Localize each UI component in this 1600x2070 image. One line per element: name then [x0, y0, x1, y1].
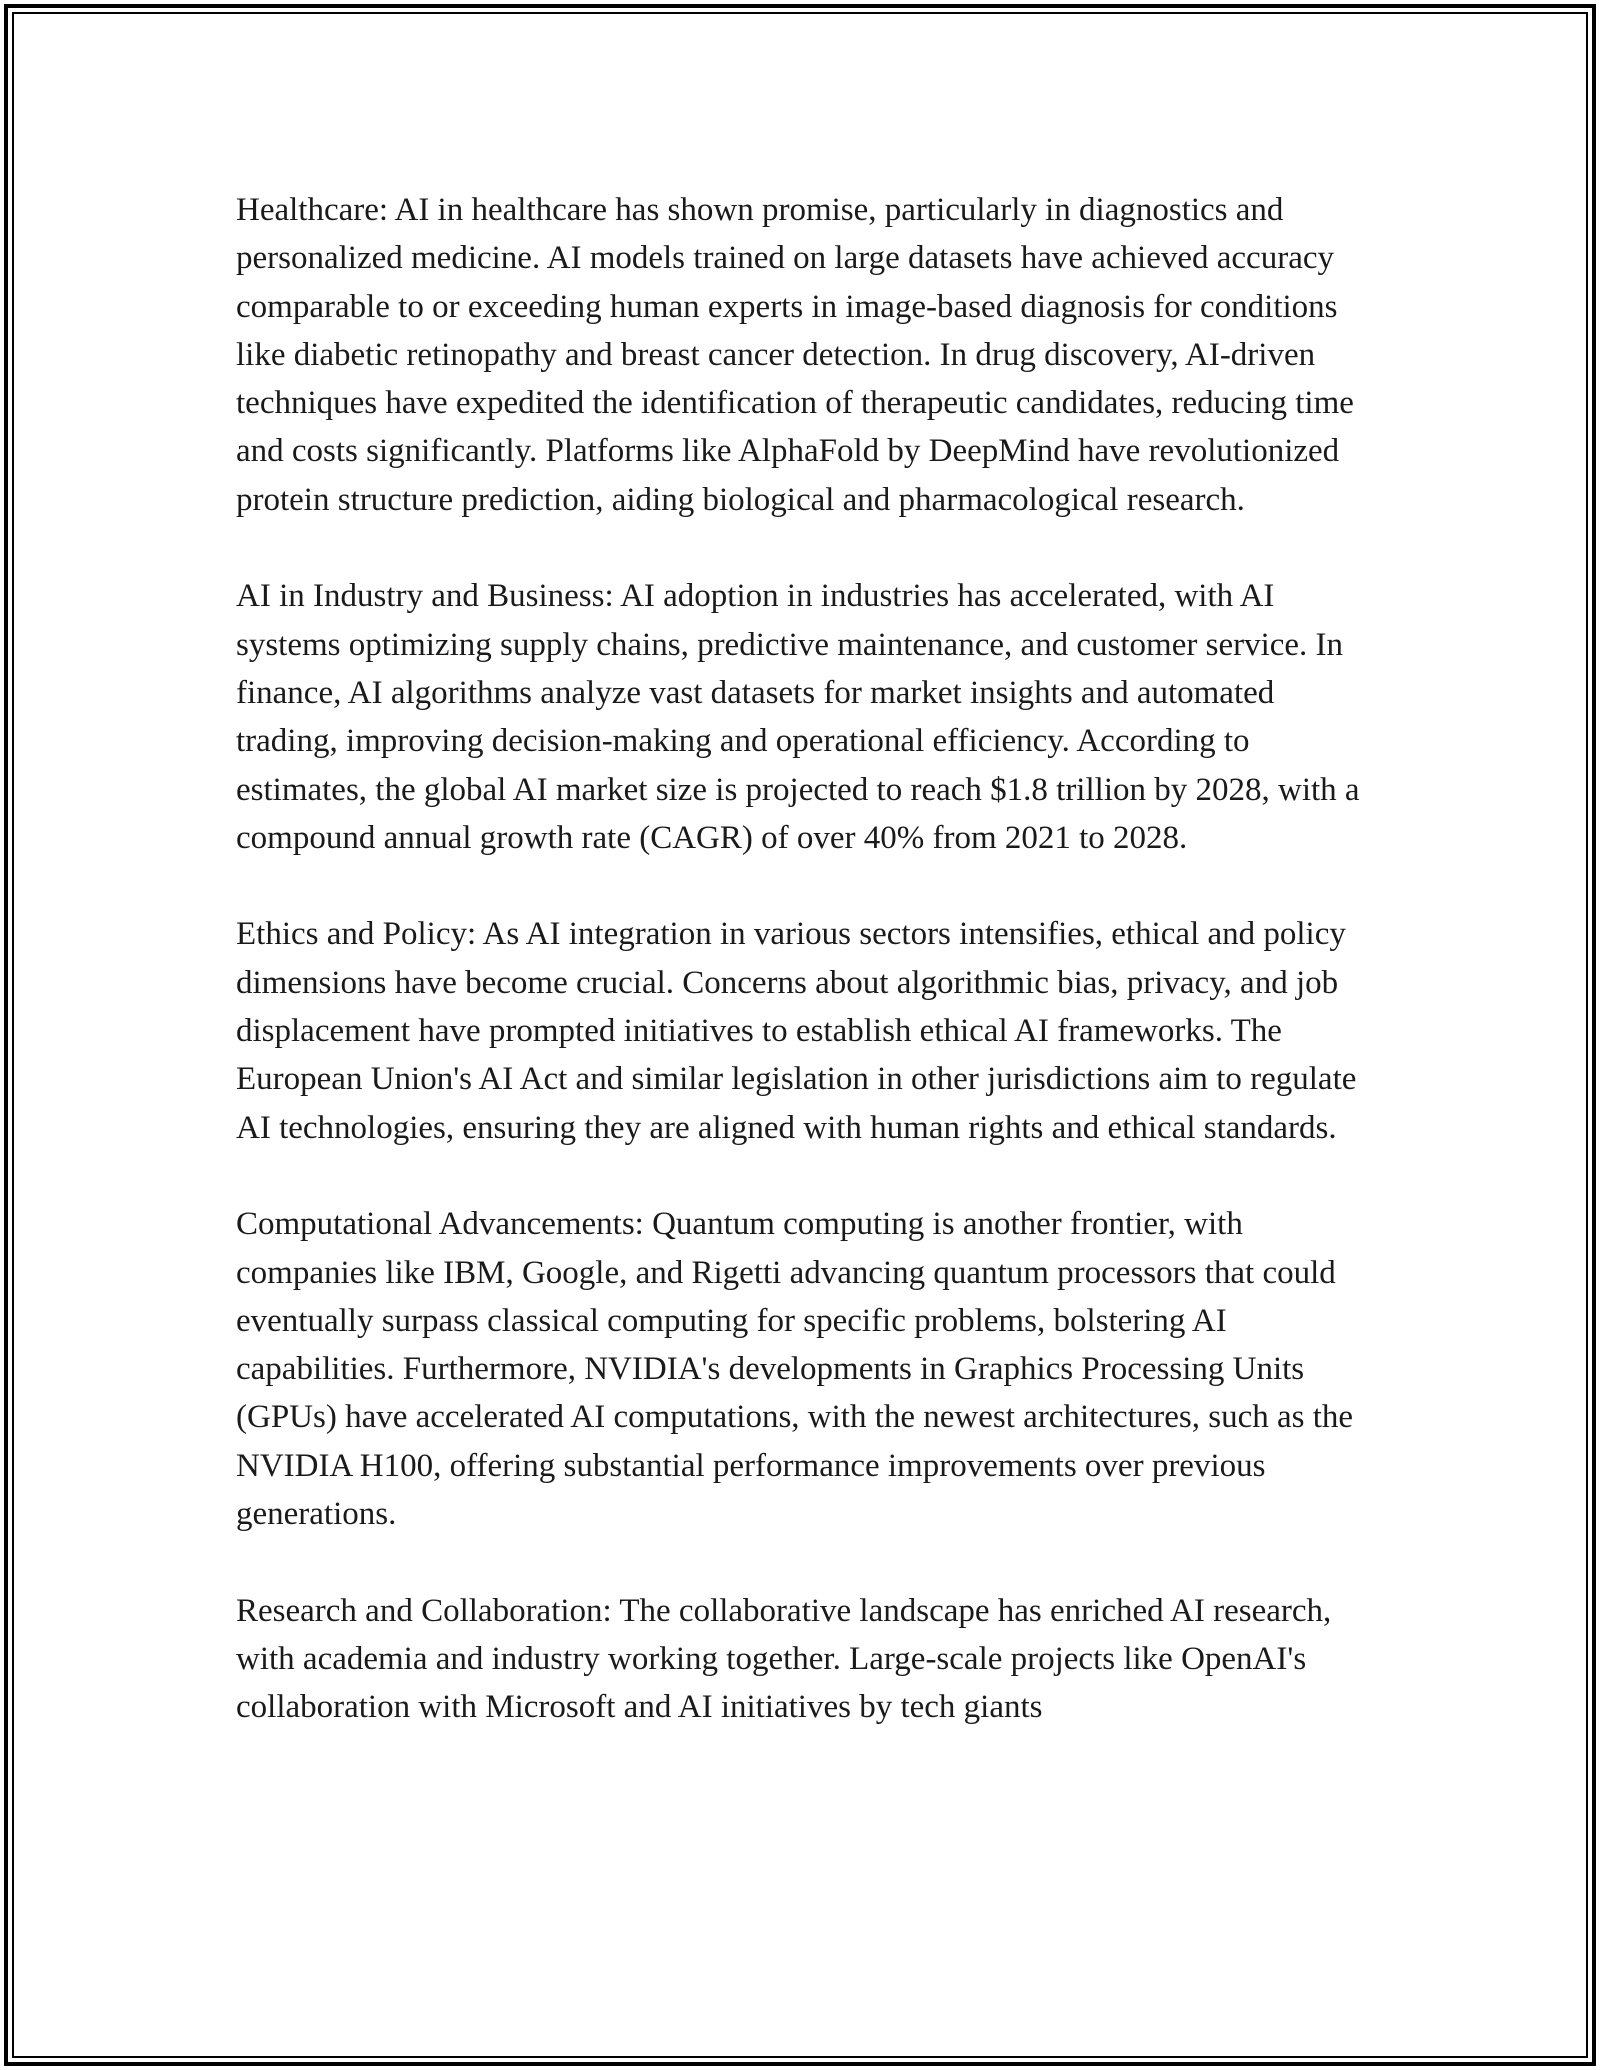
paragraph-industry-business: AI in Industry and Business: AI adoption in industries has accelerated, with AI systems optimizing supply chains, predictive maintenance, and customer service. In finance, AI algorithms analyze vast datasets for market insights and automated trading, improving decision-making and operational efficiency. According to estimates, the global AI market size is projected to reach $1.8 trillion by 2028, with a compound annual growth rate (CAGR) of over 40% from 2021 to 2028.	[236, 578, 1360, 856]
paragraph-healthcare: Healthcare: AI in healthcare has shown promise, particularly in diagnostics and personalized medicine. AI models trained on large datasets have achieved accuracy comparable to or exceeding human experts in image-based diagnosis for conditions like diabetic retinopathy and breast cancer detection. In drug discovery, AI-driven techniques have expedited the identification of therapeutic candidates, reducing time and costs significantly. Platforms like AlphaFold by DeepMind have revolutionized protein structure prediction, aiding biological and pharmacological research.	[236, 192, 1354, 518]
document-body	[236, 186, 1376, 1780]
paragraph-research-collaboration: Research and Collaboration: The collaborative landscape has enriched AI research, with academia and industry working together. Large-scale projects like OpenAI's collaboration with Microsoft and AI initiatives by tech giants	[236, 1592, 1332, 1726]
paragraph-computational-advancements: Computational Advancements: Quantum computing is another frontier, with companies like IBM, Google, and Rigetti advancing quantum processors that could eventually surpass classical computing for specific problems, bolstering AI capabilities. Furthermore, NVIDIA's developments in Graphics Processing Units (GPUs) have accelerated AI computations, with the newest architectures, such as the NVIDIA H100, offering substantial performance improvements over previous generations.	[236, 1206, 1354, 1533]
paragraph-ethics-policy: Ethics and Policy: As AI integration in various sectors intensifies, ethical and policy dimensions have become crucial. Concerns about algorithmic bias, privacy, and job displacement have prompted initiatives to establish ethical AI frameworks. The European Union's AI Act and similar legislation in other jurisdictions aim to regulate AI technologies, ensuring they are aligned with human rights and ethical standards.	[236, 916, 1357, 1146]
